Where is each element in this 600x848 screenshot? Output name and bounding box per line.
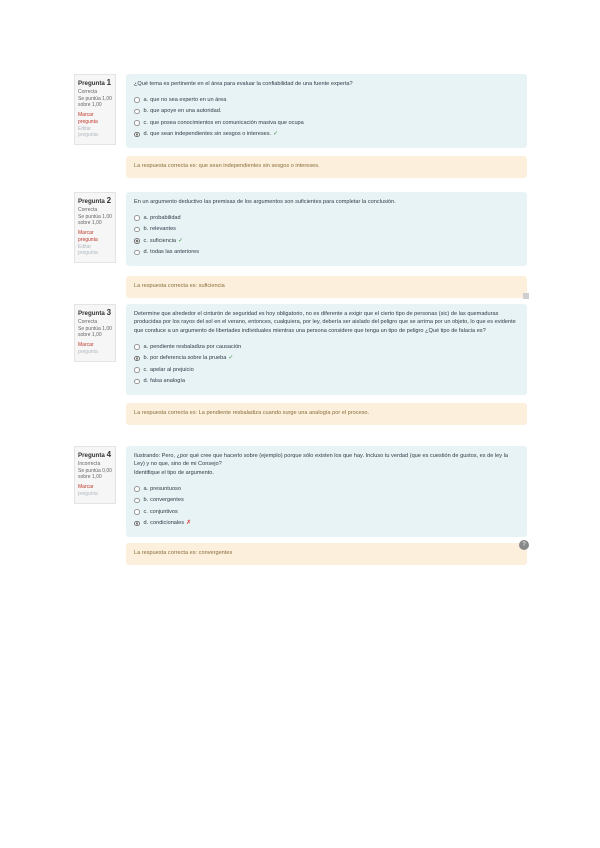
radio-button[interactable] [134,344,140,350]
question-instruction: Identifique el tipo de argumento. [134,469,214,476]
answer-option[interactable]: b. que apoye en una autoridad. [134,106,519,118]
radio-button[interactable] [134,97,140,103]
question-formulation [126,74,527,148]
radio-button[interactable] [134,367,140,373]
answer-options [134,94,519,140]
answer-options [134,341,519,387]
question-info [74,304,116,362]
question-content [126,74,527,178]
scroll-marker [523,293,529,299]
question-grade: Se puntúa 0,00 sobre 1,00 [78,467,112,481]
question-content [126,446,527,565]
answer-option[interactable]: b. convergentes [134,495,519,507]
answer-option[interactable]: d. falsa analogía [134,376,519,388]
correct-check-icon: ✓ [177,237,184,244]
radio-button[interactable] [134,498,140,504]
question-text: Determine que alrededor el cinturón de seguridad es hoy obligatorio, no es diferente a exigir que el cierto tipo de personas (sic) de las quemaduras producidas por los rayos del sol en el verano, entonces, cualquiera, por ley, debería ser aislado del peligro que se arrima por un objeto, lo que es evidente que conduce a un argumento de libertades individuales mientras una persona considere que tenga un tipo de peligro ¿Qué tipo de falacia es? [134,311,516,334]
question-formulation [126,304,527,395]
flag-question-link[interactable]: Marcar [78,342,94,349]
radio-button-selected[interactable] [134,521,140,527]
flag-question-link[interactable]: Marcar [78,484,94,491]
question-number: Pregunta 2 [78,196,112,205]
radio-button[interactable] [134,486,140,492]
edit-question-link[interactable]: pregunta [78,348,98,355]
question-grade: Se puntúa 1,00 sobre 1,00 [78,95,112,109]
question-text: ¿Qué tema es pertinente en el área para evaluar la confiabilidad de una fuente experta? [134,81,353,87]
question-text: En un argumento deductivo las premisas de los argumentos son suficientes para completar la conclusión. [134,199,396,205]
flag-question-link[interactable]: Marcar pregunta [78,112,98,125]
answer-option[interactable]: b. relevantes [134,224,519,236]
answer-options [134,212,519,258]
incorrect-cross-icon: ✗ [186,519,192,526]
answer-option[interactable]: a. pendiente resbaladiza por causación [134,341,519,353]
help-icon[interactable]: ? [519,540,529,550]
answer-option[interactable]: a. presuntuoso [134,483,519,495]
correct-check-icon: ✓ [228,354,234,361]
radio-button[interactable] [134,379,140,385]
answer-option[interactable]: d. condicionales ✗ [134,518,519,530]
answer-option[interactable]: c. apelar al prejuicio [134,364,519,376]
answer-option[interactable]: d. que sean independientes sin sesgos o intereses. ✓ [134,129,519,141]
radio-button[interactable] [134,509,140,515]
radio-button[interactable] [134,215,140,221]
question-info [74,446,116,504]
answer-option[interactable]: a. probabilidad [134,212,519,224]
radio-button-selected[interactable] [134,132,140,138]
feedback-box: La respuesta correcta es: que sean independientes sin sesgos o intereses. [126,156,527,178]
radio-button-selected[interactable] [134,356,140,362]
question-content [126,304,527,425]
question-content [126,192,527,298]
radio-button[interactable] [134,120,140,126]
radio-button[interactable] [134,109,140,115]
question-text: Ilustrando: Pero, ¿por qué cree que hacerlo sobre (ejemplo) porque sólo existen los que hay. Incluso tu verdad (que es cuestión de gustos, es de ley la Ley) y no que, sino de mi Consejo? [134,453,508,468]
flag-question-link[interactable]: Marcar pregunta [78,230,98,243]
edit-question-link[interactable]: Editar pregunta [78,125,98,139]
answer-option[interactable]: c. suficiencia ✓ [134,235,519,247]
edit-question-link[interactable]: pregunta [78,490,98,497]
question-formulation [126,192,527,266]
answer-option[interactable]: a. que no sea experto en un área [134,94,519,106]
question-state: Correcta [78,206,98,213]
feedback-box: La respuesta correcta es: convergentes [126,543,527,565]
edit-question-link[interactable]: Editar pregunta [78,243,98,257]
question-grade: Se puntúa 1,00 sobre 1,00 [78,213,112,227]
question-state: Incorrecta [78,460,101,467]
question-number: Pregunta 3 [78,308,112,317]
question-info [74,74,116,145]
question-info [74,192,116,263]
answer-option[interactable]: c. que posea conocimientos en comunicación masiva que ocupa [134,117,519,129]
question-number: Pregunta 4 [78,450,112,459]
question-formulation [126,446,527,537]
radio-button-selected[interactable] [134,238,140,244]
radio-button[interactable] [134,250,140,256]
answer-option[interactable]: c. conjuntivos [134,506,519,518]
answer-options [134,483,519,529]
feedback-box: La respuesta correcta es: suficiencia [126,276,527,298]
radio-button[interactable] [134,227,140,233]
correct-check-icon: ✓ [273,131,279,138]
answer-option[interactable]: d. todas las anteriores [134,247,519,259]
question-grade: Se puntúa 1,00 sobre 1,00 [78,325,112,339]
feedback-box: La respuesta correcta es: La pendiente resbaladiza cuando surge una analogía por el proceso. [126,403,527,425]
question-number: Pregunta 1 [78,78,112,87]
answer-option[interactable]: b. por deferencia sobre la prueba ✓ [134,353,519,365]
question-state: Correcta [78,318,98,325]
question-state: Correcta [78,88,98,95]
